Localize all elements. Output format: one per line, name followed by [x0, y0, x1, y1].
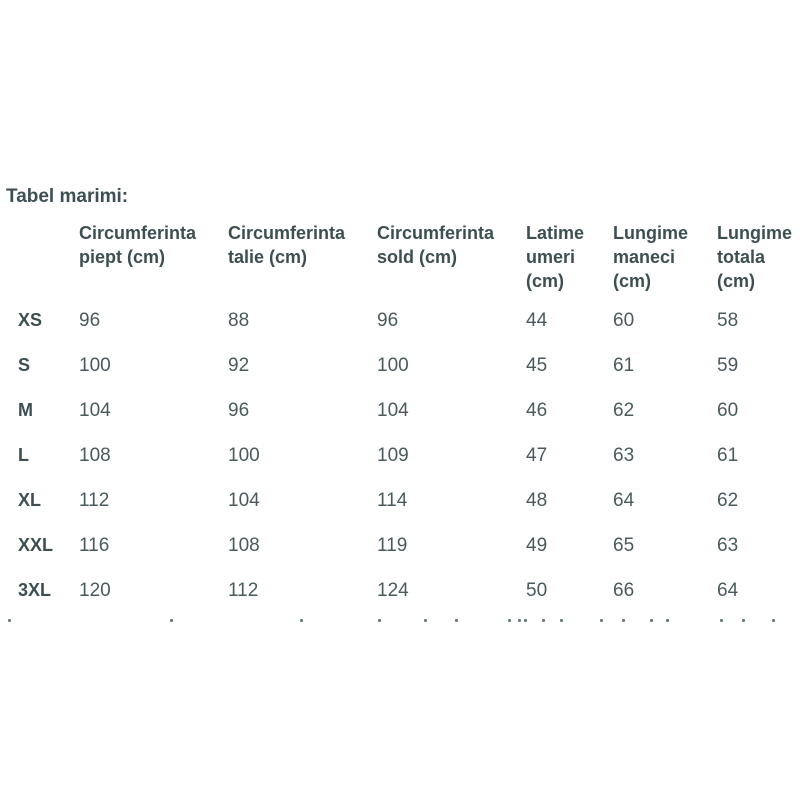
size-label: XXL	[18, 535, 54, 555]
table-cell: 50	[526, 580, 548, 601]
column-header: Lungime totala (cm)	[717, 223, 792, 291]
text-fragment	[560, 619, 563, 622]
text-fragment	[424, 619, 427, 622]
table-cell: 100	[79, 355, 111, 376]
table-cell: 104	[79, 400, 111, 421]
table-cell: 116	[79, 535, 110, 556]
table-cell: 61	[613, 355, 635, 376]
table-cell: 120	[79, 580, 111, 601]
column-header: Circumferinta piept (cm)	[79, 223, 197, 267]
text-fragment	[455, 619, 458, 622]
text-fragment	[300, 619, 303, 622]
text-fragment	[666, 619, 669, 622]
table-cell: 61	[717, 445, 739, 466]
table-title: Tabel marimi:	[6, 186, 129, 207]
table-cell: 64	[613, 490, 635, 511]
table-cell: 119	[377, 535, 408, 556]
column-header: Latime umeri (cm)	[526, 223, 585, 291]
size-label: M	[18, 400, 33, 420]
table-cell: 92	[228, 355, 250, 376]
cut-off-text-line	[0, 618, 800, 624]
table-cell: 49	[526, 535, 548, 556]
text-fragment	[8, 619, 11, 622]
table-cell: 109	[377, 445, 409, 466]
table-cell: 66	[613, 580, 635, 601]
table-cell: 60	[613, 310, 635, 331]
table-cell: 63	[613, 445, 635, 466]
table-cell: 48	[526, 490, 548, 511]
text-fragment	[772, 619, 775, 622]
table-cell: 124	[377, 580, 409, 601]
table-cell: 59	[717, 355, 739, 376]
text-fragment	[518, 619, 521, 622]
table-cell: 108	[79, 445, 111, 466]
table-cell: 62	[717, 490, 739, 511]
text-fragment	[600, 619, 603, 622]
column-header: Circumferinta sold (cm)	[377, 223, 495, 267]
size-label: XL	[18, 490, 42, 510]
table-cell: 88	[228, 310, 250, 331]
text-fragment	[508, 619, 511, 622]
table-cell: 104	[228, 490, 260, 511]
table-cell: 45	[526, 355, 548, 376]
text-fragment	[378, 619, 381, 622]
size-label: 3XL	[18, 580, 52, 600]
column-header: Circumferinta talie (cm)	[228, 223, 346, 267]
table-cell: 65	[613, 535, 635, 556]
text-fragment	[622, 619, 625, 622]
column-header: Lungime maneci (cm)	[613, 223, 688, 291]
table-cell: 100	[228, 445, 260, 466]
table-cell: 96	[377, 310, 399, 331]
text-fragment	[742, 619, 745, 622]
table-cell: 100	[377, 355, 409, 376]
table-cell: 47	[526, 445, 548, 466]
size-label: S	[18, 355, 31, 375]
table-cell: 104	[377, 400, 409, 421]
table-cell: 44	[526, 310, 548, 331]
table-cell: 112	[79, 490, 110, 511]
size-label: L	[18, 445, 29, 465]
text-fragment	[170, 619, 173, 622]
text-fragment	[650, 619, 653, 622]
table-cell: 96	[79, 310, 101, 331]
table-cell: 63	[717, 535, 739, 556]
table-cell: 96	[228, 400, 250, 421]
text-fragment	[524, 619, 527, 622]
table-cell: 46	[526, 400, 548, 421]
text-fragment	[720, 619, 723, 622]
table-cell: 60	[717, 400, 739, 421]
table-cell: 114	[377, 490, 408, 511]
table-cell: 58	[717, 310, 739, 331]
table-cell: 108	[228, 535, 260, 556]
size-label: XS	[18, 310, 43, 330]
table-cell: 112	[228, 580, 259, 601]
table-cell: 62	[613, 400, 635, 421]
text-fragment	[542, 619, 545, 622]
table-cell: 64	[717, 580, 739, 601]
